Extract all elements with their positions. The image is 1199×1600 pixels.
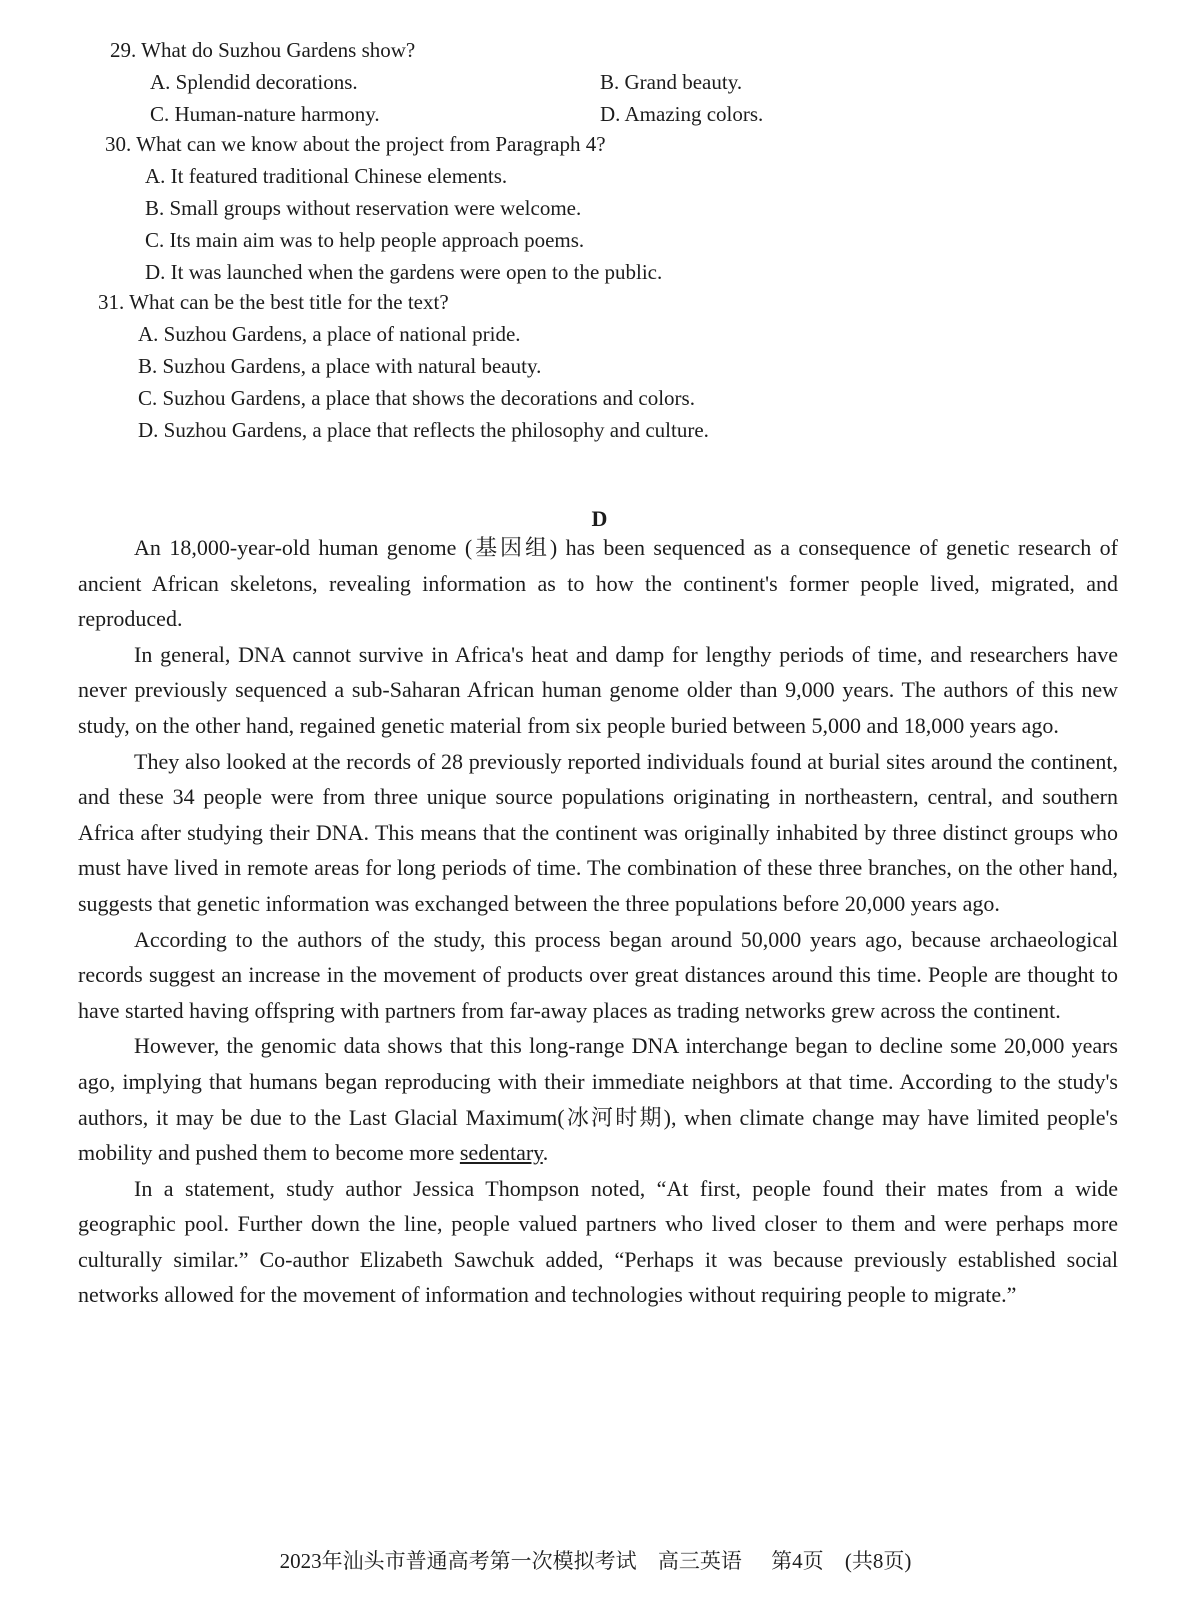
option-b: B. Grand beauty. bbox=[600, 70, 743, 94]
paragraph-text: However, the genomic data shows that this long-range DNA interchange began to decline some 20,000 years ago, implying that humans began reproducing with their immediate neighbors at that time. According to the study's authors, it may be due to the Last Glacial Maximum(冰河时期), when climate change may have limited people's mobility and pushed them to become more bbox=[78, 1033, 1118, 1166]
paragraph: In a statement, study author Jessica Thompson noted, “At first, people found their mates from a wide geographic pool. Further down the line, people valued partners who lived closer to them and were perhaps more culturally similar.” Co-author Elizabeth Sawchuk added, “Perhaps it was because previously established social networks allowed for the movement of information and technologies without requiring people to migrate.” bbox=[78, 1175, 1118, 1308]
paragraph bbox=[78, 1028, 1118, 1170]
paragraph: An 18,000-year-old human genome (基因组) has been sequenced as a consequence of genetic research of ancient African skeletons, revealing information as to how the continent's former people lived, migrated, and reproduced. bbox=[78, 535, 1118, 632]
option-c: C. Its main aim was to help people approach poems. bbox=[145, 228, 585, 252]
option-d: D. Amazing colors. bbox=[600, 102, 764, 126]
reading-passage bbox=[78, 530, 1118, 1313]
option-a: A. Splendid decorations. bbox=[150, 70, 358, 94]
exam-title: 2023年汕头市普通高考第一次模拟考试 bbox=[279, 1549, 637, 1573]
option-d: D. Suzhou Gardens, a place that reflects the philosophy and culture. bbox=[138, 418, 709, 442]
paragraph-text-end: . bbox=[542, 1140, 549, 1166]
page-number: 第4页 (共8页) bbox=[771, 1549, 912, 1573]
question-text: What do Suzhou Gardens show? bbox=[141, 38, 416, 62]
page-footer bbox=[0, 1545, 1199, 1575]
option-c: C. Suzhou Gardens, a place that shows the decorations and colors. bbox=[138, 386, 695, 410]
section-heading: D bbox=[591, 506, 608, 531]
option-c: C. Human-nature harmony. bbox=[150, 102, 380, 126]
option-a: A. Suzhou Gardens, a place of national pride. bbox=[138, 322, 521, 346]
option-a: A. It featured traditional Chinese elements. bbox=[145, 164, 508, 188]
paragraph: According to the authors of the study, this process began around 50,000 years ago, because archaeological records suggest an increase in the movement of products over great distances around this time. People are thought to have started having offspring with partners from far-away places as trading networks grew across the continent. bbox=[78, 926, 1118, 1023]
subject-label: 高三英语 bbox=[657, 1549, 742, 1573]
question-text: What can be the best title for the text? bbox=[129, 290, 449, 314]
option-d: D. It was launched when the gardens were open to the public. bbox=[145, 260, 663, 284]
question-number: 31. bbox=[98, 290, 125, 314]
question-number: 30. bbox=[105, 132, 132, 156]
paragraph: In general, DNA cannot survive in Africa's heat and damp for lengthy periods of time, and researchers have never previously sequenced a sub-Saharan African human genome older than 9,000 years. The authors of this new study, on the other hand, regained genetic material from six people buried between 5,000 and 18,000 years ago. bbox=[78, 641, 1118, 738]
question-number: 29. bbox=[110, 38, 137, 62]
question-30 bbox=[105, 128, 825, 288]
question-29 bbox=[110, 34, 810, 130]
question-text: What can we know about the project from Paragraph 4? bbox=[136, 132, 606, 156]
option-b: B. Small groups without reservation were welcome. bbox=[145, 196, 582, 220]
question-31 bbox=[98, 286, 858, 446]
option-b: B. Suzhou Gardens, a place with natural beauty. bbox=[138, 354, 542, 378]
paragraph: They also looked at the records of 28 previously reported individuals found at burial sites around the continent, and these 34 people were from three unique source populations originating in northeastern, central, and southern Africa after studying their DNA. This means that the continent was originally inhabited by three distinct groups who must have lived in remote areas for long periods of time. The combination of these three branches, on the other hand, suggests that genetic information was exchanged between the three populations before 20,000 years ago. bbox=[78, 748, 1118, 916]
underlined-word: sedentary bbox=[459, 1140, 543, 1166]
